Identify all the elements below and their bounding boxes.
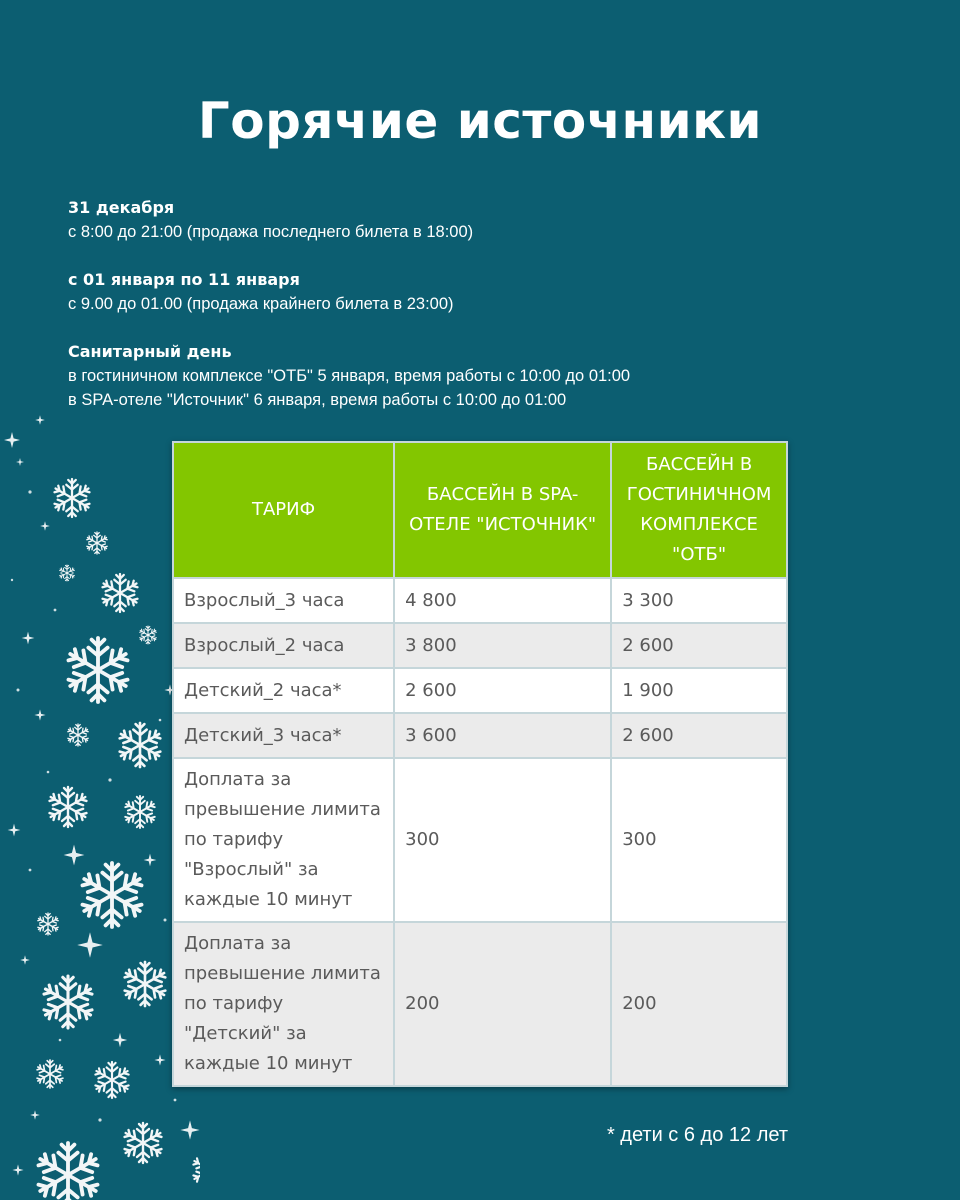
tariff-name-cell: Взрослый_2 часа (173, 623, 394, 668)
schedule-line: в гостиничном комплексе "ОТБ" 5 января, время работы с 10:00 до 01:00 (68, 367, 631, 385)
sparkle-icon (12, 1164, 23, 1175)
snowflake-icon (123, 962, 168, 1006)
snowflake-icon (192, 1152, 200, 1188)
tariff-name-cell: Детский_2 часа* (173, 668, 394, 713)
sparkle-icon (8, 824, 21, 837)
tariff-name-cell: Взрослый_3 часа (173, 578, 394, 623)
snowflake-icon (35, 1143, 100, 1200)
table-row (173, 668, 787, 713)
otb-price-cell: 300 (611, 758, 787, 922)
sparkle-icon (22, 632, 35, 645)
snowflake-icon (86, 532, 108, 554)
otb-price-cell: 2 600 (611, 713, 787, 758)
spa-price-cell: 2 600 (394, 668, 611, 713)
sparkle-icon (180, 1120, 199, 1139)
otb-price-cell: 2 600 (611, 623, 787, 668)
snowflake-icon (36, 1060, 64, 1088)
sparkle-icon (144, 854, 157, 867)
snowflake-icon (67, 724, 89, 746)
sparkle-icon (64, 845, 85, 866)
sparkle-icon (113, 1033, 127, 1047)
snowflake-icon (101, 574, 140, 612)
schedule-heading: 31 декабря (68, 198, 175, 217)
sparkle-icon (20, 955, 30, 965)
sparkle-icon (40, 521, 50, 531)
table-header-row (173, 442, 787, 578)
sparkle-icon (16, 458, 24, 466)
snowflake-decoration (0, 400, 200, 1200)
snowflake-icon (118, 723, 163, 767)
otb-price-cell: 3 300 (611, 578, 787, 623)
schedule-info (68, 196, 888, 436)
schedule-line: в SPA-отеле "Источник" 6 января, время работы с 10:00 до 01:00 (68, 391, 567, 409)
tariff-table (172, 441, 788, 1087)
sparkle-icon (154, 1054, 165, 1065)
schedule-block-sanitary (68, 340, 888, 412)
snowflake-icon (59, 565, 75, 581)
snowflake-icon (123, 1123, 164, 1163)
snowflake-icon (139, 626, 157, 644)
spa-price-cell: 4 800 (394, 578, 611, 623)
column-header-otb-pool: БАССЕЙН В ГОСТИНИЧНОМ КОМПЛЕКСЕ "ОТБ" (611, 442, 787, 578)
column-header-spa-pool: БАССЕЙН В SPA-ОТЕЛЕ "ИСТОЧНИК" (394, 442, 611, 578)
spa-price-cell: 300 (394, 758, 611, 922)
tariff-name-cell: Доплата за превышение лимита по тарифу "Взрослый" за каждые 10 минут (173, 758, 394, 922)
snowflake-icon (48, 787, 89, 827)
otb-price-cell: 200 (611, 922, 787, 1086)
otb-price-cell: 1 900 (611, 668, 787, 713)
sparkle-icon (4, 432, 20, 448)
spa-price-cell: 3 600 (394, 713, 611, 758)
schedule-block-dec31 (68, 196, 888, 244)
sparkle-icon (34, 709, 45, 720)
spa-price-cell: 3 800 (394, 623, 611, 668)
schedule-line: с 9.00 до 01.00 (продажа крайнего билета в 23:00) (68, 295, 454, 313)
snowflake-icon (124, 796, 157, 828)
table-row (173, 578, 787, 623)
sparkle-icon (35, 415, 45, 425)
page-title: Горячие источники (197, 92, 763, 150)
schedule-heading: Санитарный день (68, 342, 232, 361)
snowflake-icon (42, 976, 95, 1028)
tariff-name-cell: Детский_3 часа* (173, 713, 394, 758)
column-header-tariff: ТАРИФ (173, 442, 394, 578)
table-row (173, 922, 787, 1086)
footnote: * дети с 6 до 12 лет (606, 1124, 788, 1146)
schedule-block-jan (68, 268, 888, 316)
table-row (173, 713, 787, 758)
schedule-heading: с 01 января по 11 января (68, 270, 300, 289)
spa-price-cell: 200 (394, 922, 611, 1086)
snowflake-icon (79, 863, 144, 927)
snowflake-icon (94, 1062, 131, 1098)
sparkle-icon (30, 1110, 40, 1120)
snowflake-icon (65, 638, 130, 702)
table-row (173, 758, 787, 922)
tariff-name-cell: Доплата за превышение лимита по тарифу "Детский" за каждые 10 минут (173, 922, 394, 1086)
table-row (173, 623, 787, 668)
snowflake-icon (53, 479, 92, 517)
schedule-line: с 8:00 до 21:00 (продажа последнего билета в 18:00) (68, 223, 474, 241)
snowflake-icon (37, 913, 59, 935)
sparkle-icon (77, 932, 103, 958)
